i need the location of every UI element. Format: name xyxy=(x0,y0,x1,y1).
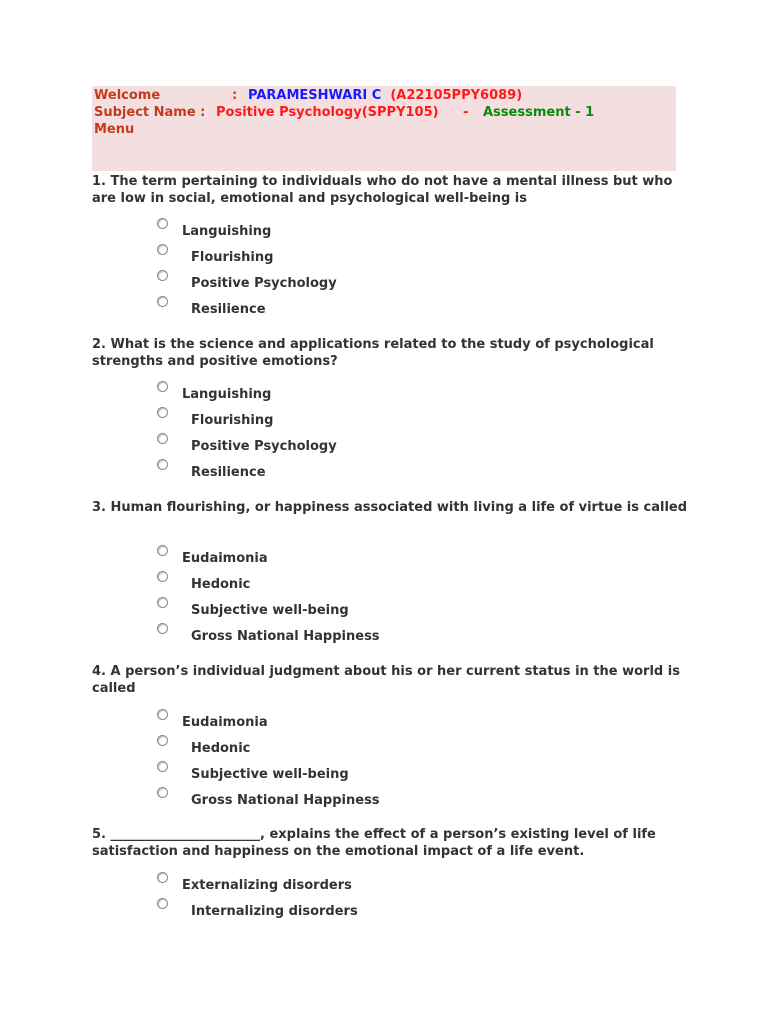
radio-button[interactable] xyxy=(157,761,168,772)
option-label: Subjective well-being xyxy=(191,767,349,782)
welcome-colon: : xyxy=(232,88,238,103)
welcome-label: Welcome xyxy=(94,88,161,103)
menu-row xyxy=(94,122,134,138)
radio-button[interactable] xyxy=(157,898,168,909)
radio-button[interactable] xyxy=(157,787,168,798)
option-label: Positive Psychology xyxy=(191,276,337,291)
option-label: Hedonic xyxy=(191,741,251,756)
option-label: Gross National Happiness xyxy=(191,793,380,808)
subject-row xyxy=(94,105,595,121)
question-5: 5. _______________________, explains the effect of a person’s existing level of life satisfaction and happiness on the emotional impact of a life event. xyxy=(92,827,656,859)
radio-button[interactable] xyxy=(157,545,168,556)
option-label: Resilience xyxy=(191,302,266,317)
radio-button[interactable] xyxy=(157,244,168,255)
radio-button[interactable] xyxy=(157,709,168,720)
option-label: Languishing xyxy=(182,224,272,239)
radio-button[interactable] xyxy=(157,270,168,281)
option-label: Internalizing disorders xyxy=(191,904,358,919)
radio-button[interactable] xyxy=(157,433,168,444)
radio-button[interactable] xyxy=(157,296,168,307)
subject-name: Positive Psychology(SPPY105) xyxy=(216,105,439,120)
option-label: Flourishing xyxy=(191,250,274,265)
option-label: Eudaimonia xyxy=(182,551,268,566)
question-4: 4. A person’s individual judgment about his or her current status in the world is called xyxy=(92,664,680,696)
radio-button[interactable] xyxy=(157,735,168,746)
radio-button[interactable] xyxy=(157,381,168,392)
option-label: Subjective well-being xyxy=(191,603,349,618)
radio-button[interactable] xyxy=(157,407,168,418)
menu-link[interactable]: Menu xyxy=(94,122,135,137)
radio-button[interactable] xyxy=(157,597,168,608)
question-3: 3. Human flourishing, or happiness associated with living a life of virtue is called xyxy=(92,500,688,515)
radio-button[interactable] xyxy=(157,623,168,634)
option-label: Positive Psychology xyxy=(191,439,337,454)
option-label: Hedonic xyxy=(191,577,251,592)
radio-button[interactable] xyxy=(157,571,168,582)
option-label: Languishing xyxy=(182,387,272,402)
assessment-header xyxy=(92,86,676,171)
user-id: (A22105PPY6089) xyxy=(390,88,523,103)
radio-button[interactable] xyxy=(157,218,168,229)
option-label: Flourishing xyxy=(191,413,274,428)
welcome-user xyxy=(248,88,522,104)
radio-button[interactable] xyxy=(157,872,168,883)
radio-button[interactable] xyxy=(157,459,168,470)
option-label: Gross National Happiness xyxy=(191,629,380,644)
user-name: PARAMESHWARI C xyxy=(248,88,382,103)
question-1: 1. The term pertaining to individuals who do not have a mental illness but who are low in social, emotional and psychological well-being is xyxy=(92,174,673,206)
assessment-title: Assessment - 1 xyxy=(483,105,595,120)
option-label: Eudaimonia xyxy=(182,715,268,730)
option-label: Resilience xyxy=(191,465,266,480)
welcome-row xyxy=(94,88,523,104)
question-2: 2. What is the science and applications related to the study of psychological strengths and positive emotions? xyxy=(92,337,654,369)
subject-separator: - xyxy=(463,105,469,120)
subject-label: Subject Name : xyxy=(94,105,206,120)
option-label: Externalizing disorders xyxy=(182,878,352,893)
